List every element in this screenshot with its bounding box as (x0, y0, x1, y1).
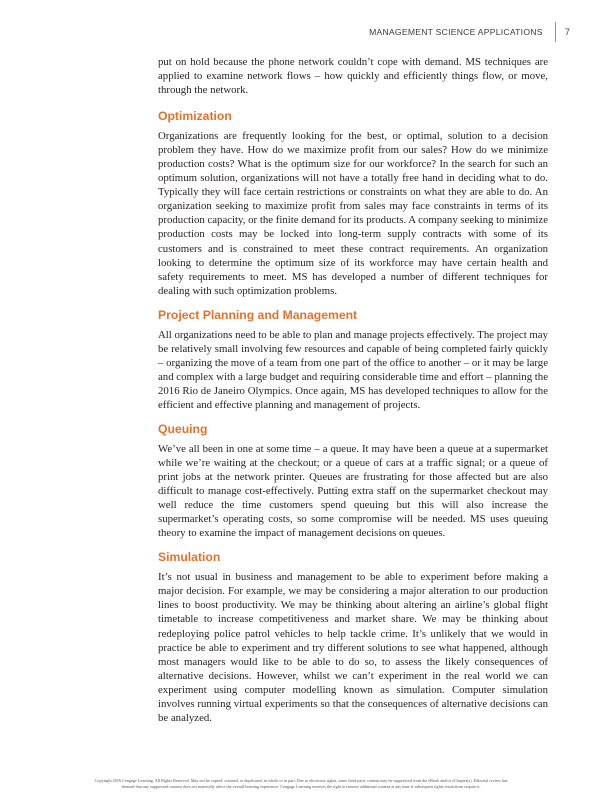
section-heading-optimization: Optimization (158, 109, 232, 124)
section-body-optimization: Organizations are frequently looking for the best, or optimal, solution to a decision problem they have. How do we maximize profit from our sales? How do we minimize production costs? What is the optimum size for our workforce? In the search for such an optimum solution, organizations will not have a totally free hand in deciding what to do. Typically they will face certain restrictions or constraints on what they are able to do. An organization seeking to maximize profit from sales may face constraints in terms of its production capacity, or the finite demand for its products. A company seeking to minimize production costs may be locked into long-term supply contracts with some of its customers and is constrained to meet these contract requirements. An organization looking to determine the optimum size of its workforce may have certain health and safety requirements to meet. MS has developed a number of different techniques for dealing with such optimization problems. (158, 130, 548, 297)
page-body (158, 55, 548, 725)
page-header (369, 24, 570, 40)
section-heading-project-planning: Project Planning and Management (158, 307, 358, 322)
copyright-line-2: deemed that any suppressed content does not materially affect the overall learning experience. Cengage Learning reserves the right to remove additional content at any time if subsequent rights restrictions require it. (121, 784, 481, 789)
copyright-footer (30, 778, 572, 790)
header-divider (555, 22, 556, 42)
running-head: MANAGEMENT SCIENCE APPLICATIONS (369, 27, 543, 37)
page-number: 7 (564, 26, 570, 38)
section-heading-simulation: Simulation (158, 550, 221, 565)
copyright-line-1: Copyright 2016 Cengage Learning. All Rights Reserved. May not be copied, scanned, or duplicated, in whole or in part. Due to electronic rights, some third party content may be suppressed from the eBook and/or eChapter(s). Editorial review has (94, 778, 508, 783)
intro-paragraph: put on hold because the phone network couldn’t cope with demand. MS techniques are applied to examine network flows – how quickly and efficiently things flow, or move, through the network. (158, 56, 548, 97)
section-body-simulation: It’s not usual in business and management to be able to experiment before making a major decision. For example, we may be considering a major alteration to our production lines to boost productivity. We may be thinking about altering an airline’s global flight timetable to increase competitiveness and market share. We may be thinking about redeploying police patrol vehicles to help tackle crime. It’s unlikely that we would in practice be able to experiment and try different solutions to see what happened, although most managers would like to be able to do so, to assess the likely consequences of alternative decisions. However, whilst we can’t experiment in the real world we can experiment using computer modelling known as simulation. Computer simulation involves running virtual experiments so that the consequences of alternative decisions can be analyzed. (158, 571, 548, 724)
section-body-queuing: We’ve all been in one at some time – a queue. It may have been a queue at a supermarket while we’re waiting at the checkout; or a queue of cars at a traffic signal; or a queue of print jobs at the network printer. Queues are frustrating for those affected but are also difficult to manage cost-effectively. Putting extra staff on the supermarket checkout may well reduce the time customers spend queuing but this will also increase the supermarket’s operating costs, so some compromise will be needed. MS uses queuing theory to examine the impact of management decisions on queues. (158, 442, 548, 540)
section-body-project-planning: All organizations need to be able to plan and manage projects effectively. The project may be relatively small involving few resources and capable of being completed fairly quickly – organizing the move of a team from one part of the office to another – or it may be large and complex with a large budget and requiring considerable time and effort – planning the 2016 Rio de Janeiro Olympics. Once again, MS has developed techniques to allow for the efficient and effective planning and management of projects. (158, 328, 548, 411)
section-heading-queuing: Queuing (158, 421, 208, 436)
